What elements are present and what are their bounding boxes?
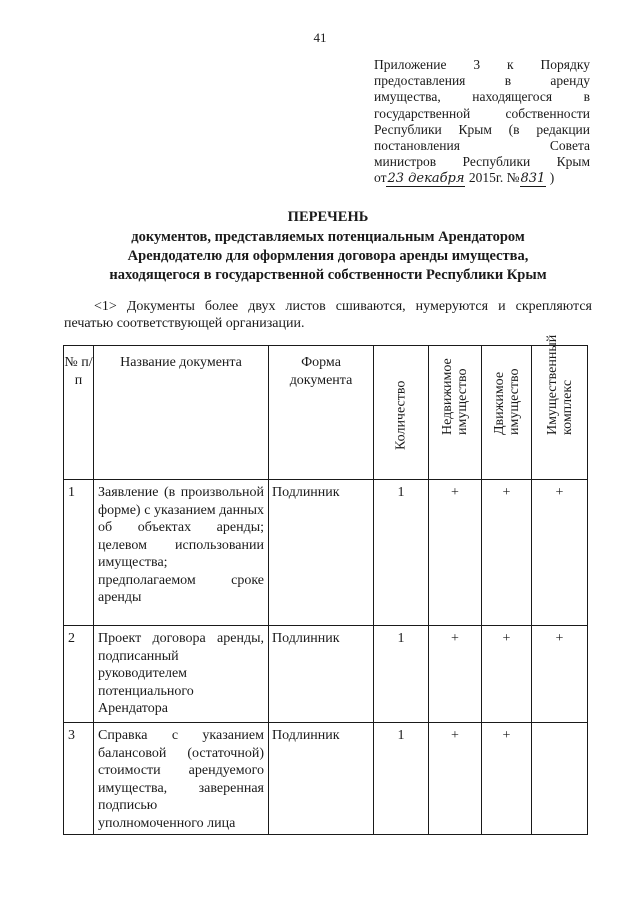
row-movable: + — [482, 480, 532, 626]
table-row — [64, 480, 588, 626]
header-name: Название документа — [94, 346, 269, 480]
documents-table — [63, 334, 588, 835]
row-immovable: + — [429, 626, 482, 723]
row-complex — [532, 723, 588, 835]
page-number: 41 — [313, 30, 327, 45]
row-immovable: + — [429, 723, 482, 835]
header-form: Форма документа — [269, 346, 374, 480]
appendix-line: предоставления в аренду — [374, 73, 590, 89]
row-num: 1 — [64, 480, 94, 626]
title-line: документов, представляемых потенциальным Арендатором — [131, 229, 525, 245]
row-immovable: + — [429, 480, 482, 626]
footnote-text: <1> Документы более двух листов сшиваются, нумеруются и скрепляются печатью соответствующей организации. — [64, 299, 592, 331]
header-movable — [482, 346, 532, 480]
date-prefix: от — [374, 170, 387, 186]
appendix-line: Республики Крым (в редакции — [374, 121, 590, 137]
row-movable: + — [482, 723, 532, 835]
title-line: находящегося в государственной собственности Республики Крым — [109, 267, 547, 283]
row-name: Заявление (в произвольной форме) с указанием данных об объектах аренды; целевом использовании имущества; предполагаемом сроке аренды — [94, 480, 269, 626]
header-qty — [374, 346, 429, 480]
document-title — [60, 208, 596, 285]
header-complex — [532, 334, 588, 480]
header-immovable — [429, 346, 482, 480]
row-name: Проект договора аренды, подписанный руководителем потенциального Арендатора — [94, 626, 269, 723]
handwritten-number: 831 — [520, 171, 546, 187]
header-movable-label: Движимое имущество — [491, 368, 522, 435]
table-header-row — [64, 346, 588, 480]
appendix-line: постановления Совета — [374, 138, 590, 154]
row-qty: 1 — [374, 626, 429, 723]
appendix-date-line — [374, 170, 590, 187]
row-movable: + — [482, 626, 532, 723]
year-text: 2015г. № — [468, 170, 520, 186]
title-line: Арендодателю для оформления договора аренды имущества, — [127, 248, 529, 264]
header-complex-label: Имущественный комплекс — [544, 334, 575, 435]
appendix-line: министров Республики Крым — [374, 154, 590, 170]
row-qty: 1 — [374, 480, 429, 626]
handwritten-date: 23 декабря — [387, 171, 465, 187]
title-main: ПЕРЕЧЕНЬ — [287, 209, 369, 225]
row-complex: + — [532, 626, 588, 723]
header-immovable-label: Недвижимое имущество — [440, 358, 470, 435]
header-num: № п/п — [64, 346, 94, 480]
row-form: Подлинник — [269, 480, 374, 626]
row-qty: 1 — [374, 723, 429, 835]
table-row — [64, 723, 588, 835]
closing-paren: ) — [549, 170, 555, 186]
appendix-line: государственной собственности — [374, 105, 590, 121]
appendix-line: Приложение 3 к Порядку — [374, 57, 590, 72]
table-row — [64, 626, 588, 723]
row-form: Подлинник — [269, 626, 374, 723]
appendix-line: имущества, находящегося в — [374, 89, 590, 105]
header-qty-label: Количество — [393, 380, 409, 450]
row-name: Справка с указанием балансовой (остаточной) стоимости арендуемого имущества, заверенная подписью уполномоченного лица — [94, 723, 269, 835]
appendix-header — [374, 57, 590, 188]
row-form: Подлинник — [269, 723, 374, 835]
row-num: 3 — [64, 723, 94, 835]
row-complex: + — [532, 480, 588, 626]
row-num: 2 — [64, 626, 94, 723]
